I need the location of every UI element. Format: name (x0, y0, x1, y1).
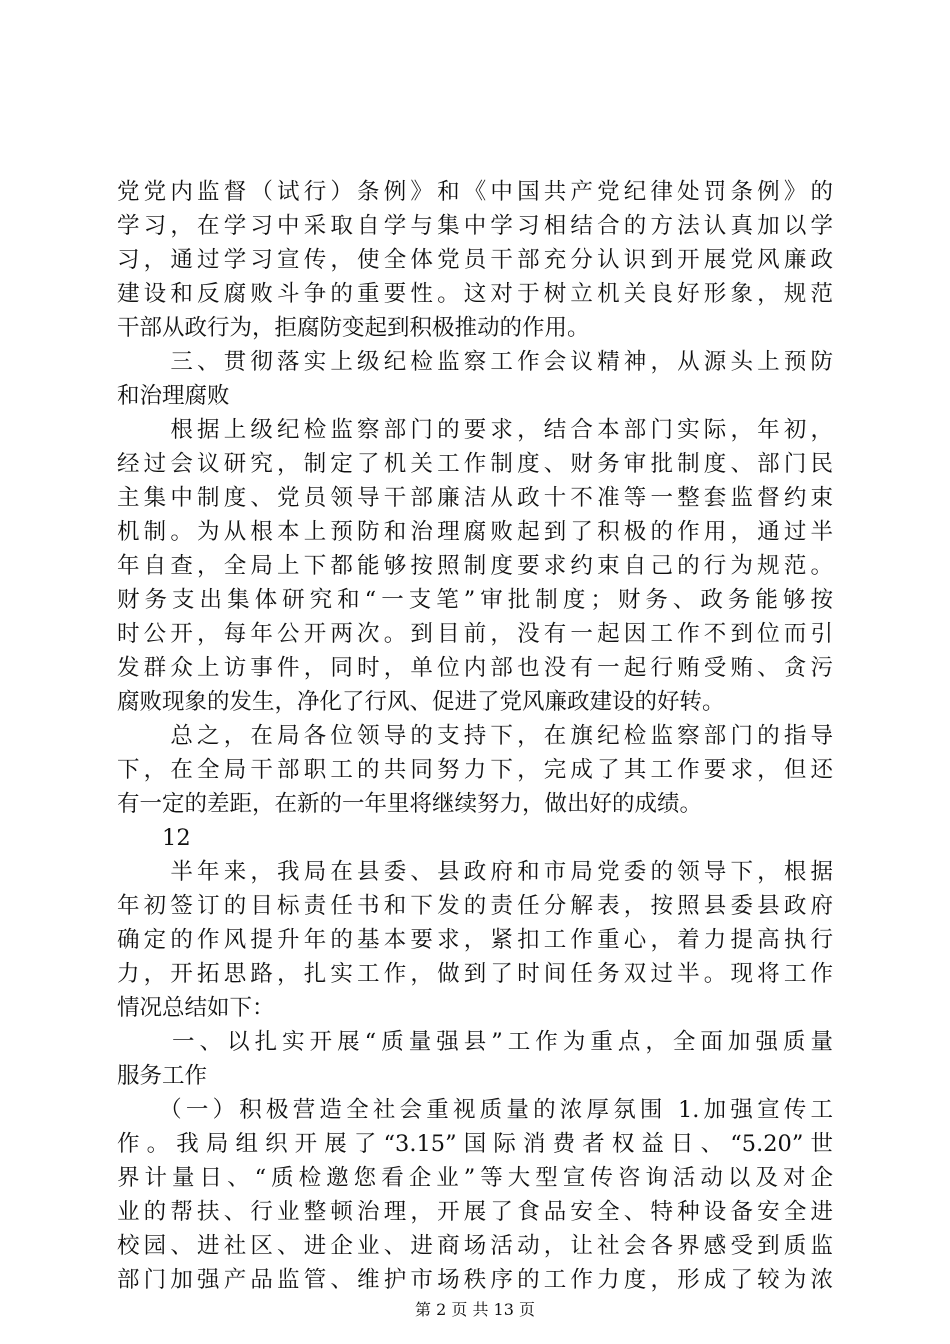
text-line: 确定的作风提升年的基本要求，紧扣工作重心，着力提高执行 (117, 927, 833, 953)
text-line: 习，通过学习宣传，使全体党员干部充分认识到开展党风廉政 (117, 247, 833, 273)
text-line: 腐败现象的发生，净化了行风、促进了党风廉政建设的好转。 (117, 689, 725, 715)
text-line: 力，开拓思路，扎实工作，做到了时间任务双过半。现将工作 (117, 961, 833, 987)
page-footer: 第 2 页 共 13 页 (415, 1300, 535, 1319)
text-line: 发群众上访事件，同时，单位内部也没有一起行贿受贿、贪污 (117, 655, 833, 681)
text-line: 作。我局组织开展了“3.15”国际消费者权益日、“5.20”世 (117, 1131, 833, 1157)
text-line: 部门加强产品监管、维护市场秩序的工作力度，形成了较为浓 (117, 1267, 833, 1293)
text-line: 干部从政行为，拒腐防变起到积极推动的作用。 (117, 315, 590, 341)
text-line: 建设和反腐败斗争的重要性。这对于树立机关良好形象，规范 (117, 281, 833, 307)
text-line: 机制。为从根本上预防和治理腐败起到了积极的作用，通过半 (117, 519, 833, 545)
text-line: 有一定的差距，在新的一年里将继续努力，做出好的成绩。 (117, 791, 703, 817)
text-line: 半年来，我局在县委、县政府和市局党委的领导下，根据 (117, 859, 833, 885)
text-line: 时公开，每年公开两次。到目前，没有一起因工作不到位而引 (117, 621, 833, 647)
text-line: 年自查，全局上下都能够按照制度要求约束自己的行为规范。 (117, 553, 833, 579)
text-line: 主集中制度、党员领导干部廉洁从政十不准等一整套监督约束 (117, 485, 833, 511)
text-line: 党党内监督（试行）条例》和《中国共产党纪律处罚条例》的 (117, 179, 833, 205)
section-heading-line: 一、以扎实开展“质量强县”工作为重点，全面加强质量 (117, 1029, 833, 1055)
text-line: （一）积极营造全社会重视质量的浓厚氛围 1.加强宣传工 (117, 1097, 833, 1123)
text-line: 下，在全局干部职工的共同努力下，完成了其工作要求，但还 (117, 757, 833, 783)
section-heading-line: 三、贯彻落实上级纪检监察工作会议精神，从源头上预防 (117, 349, 833, 375)
text-line: 根据上级纪检监察部门的要求，结合本部门实际，年初， (117, 417, 833, 443)
section-heading-line: 服务工作 (117, 1063, 208, 1089)
section-heading-line: 和治理腐败 (117, 383, 230, 409)
text-line: 界计量日、“质检邀您看企业”等大型宣传咨询活动以及对企 (117, 1165, 833, 1191)
text-line: 学习，在学习中采取自学与集中学习相结合的方法认真加以学 (117, 213, 833, 239)
text-line: 校园、进社区、进企业、进商场活动，让社会各界感受到质监 (117, 1233, 833, 1259)
text-line: 年初签订的目标责任书和下发的责任分解表，按照县委县政府 (117, 893, 833, 919)
text-line: 财务支出集体研究和“一支笔”审批制度；财务、政务能够按 (117, 587, 833, 613)
text-line-number: 12 (117, 825, 191, 851)
text-line: 业的帮扶、行业整顿治理，开展了食品安全、特种设备安全进 (117, 1199, 833, 1225)
text-line: 情况总结如下： (117, 995, 275, 1021)
text-line: 总之，在局各位领导的支持下，在旗纪检监察部门的指导 (117, 723, 833, 749)
text-line: 经过会议研究，制定了机关工作制度、财务审批制度、部门民 (117, 451, 833, 477)
